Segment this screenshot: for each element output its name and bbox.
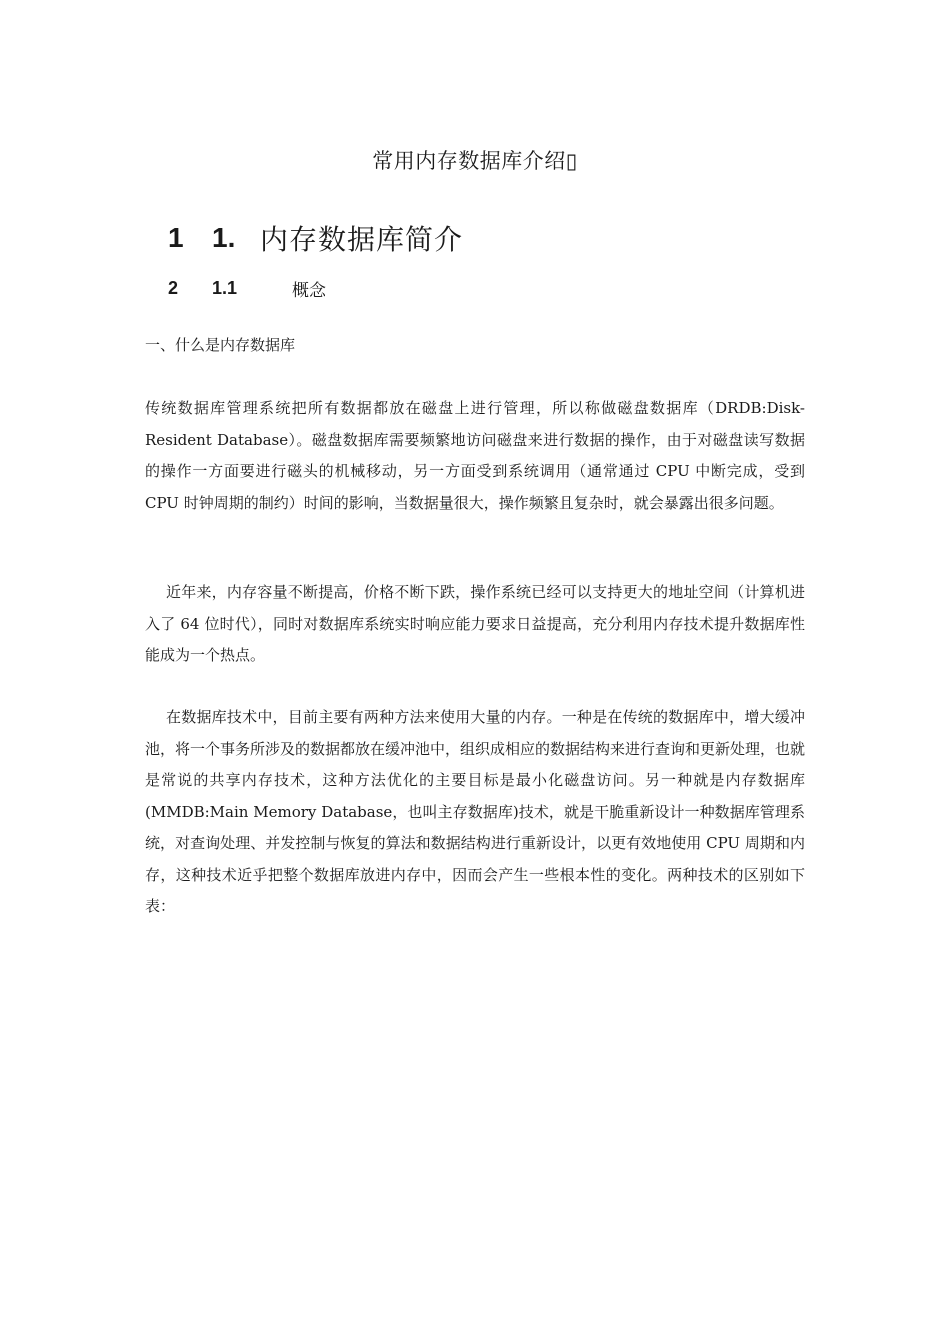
paragraph-1: 传统数据库管理系统把所有数据都放在磁盘上进行管理，所以称做磁盘数据库（DRDB:Disk-Resident Database）。磁盘数据库需要频繁地访问磁盘来进行数据的操作，由于对磁盘读写数据的操作一方面要进行磁头的机械移动，另一方面受到系统调用（通常通过 CPU 中断完成，受到 CPU 时钟周期的制约）时间的影响，当数据量很大，操作频繁且复杂时，就会暴露出很多问题。 <box>145 399 805 512</box>
heading-1-number: 1. <box>212 222 236 253</box>
heading-1 <box>168 218 463 258</box>
paragraph-2: 近年来，内存容量不断提高，价格不断下跌，操作系统已经可以支持更大的地址空间（计算机进入了 64 位时代），同时对数据库系统实时响应能力要求日益提高，充分利用内存技术提升数据库性能成为一个热点。 <box>145 583 805 664</box>
heading-2-text: 概念 <box>292 280 326 301</box>
heading-1-outline-number: 1 <box>168 222 184 253</box>
heading-2-number: 1.1 <box>212 277 238 298</box>
document-title: 常用内存数据库介绍▯ <box>372 149 578 173</box>
heading-2 <box>168 275 326 301</box>
heading-1-text: 内存数据库简介 <box>260 223 464 256</box>
subheading: 一、什么是内存数据库 <box>145 336 296 354</box>
paragraph-3: 在数据库技术中，目前主要有两种方法来使用大量的内存。一种是在传统的数据库中，增大缓冲池，将一个事务所涉及的数据都放在缓冲池中，组织成相应的数据结构来进行查询和更新处理，也就是常说的共享内存技术，这种方法优化的主要目标是最小化磁盘访问。另一种就是内存数据库(MMDB:Main Memory Database，也叫主存数据库)技术，就是干脆重新设计一种数据库管理系统，对查询处理、并发控制与恢复的算法和数据结构进行重新设计，以更有效地使用 CPU 周期和内存，这种技术近乎把整个数据库放进内存中，因而会产生一些根本性的变化。两种技术的区别如下表： <box>145 708 806 915</box>
heading-2-outline-number: 2 <box>168 277 179 298</box>
